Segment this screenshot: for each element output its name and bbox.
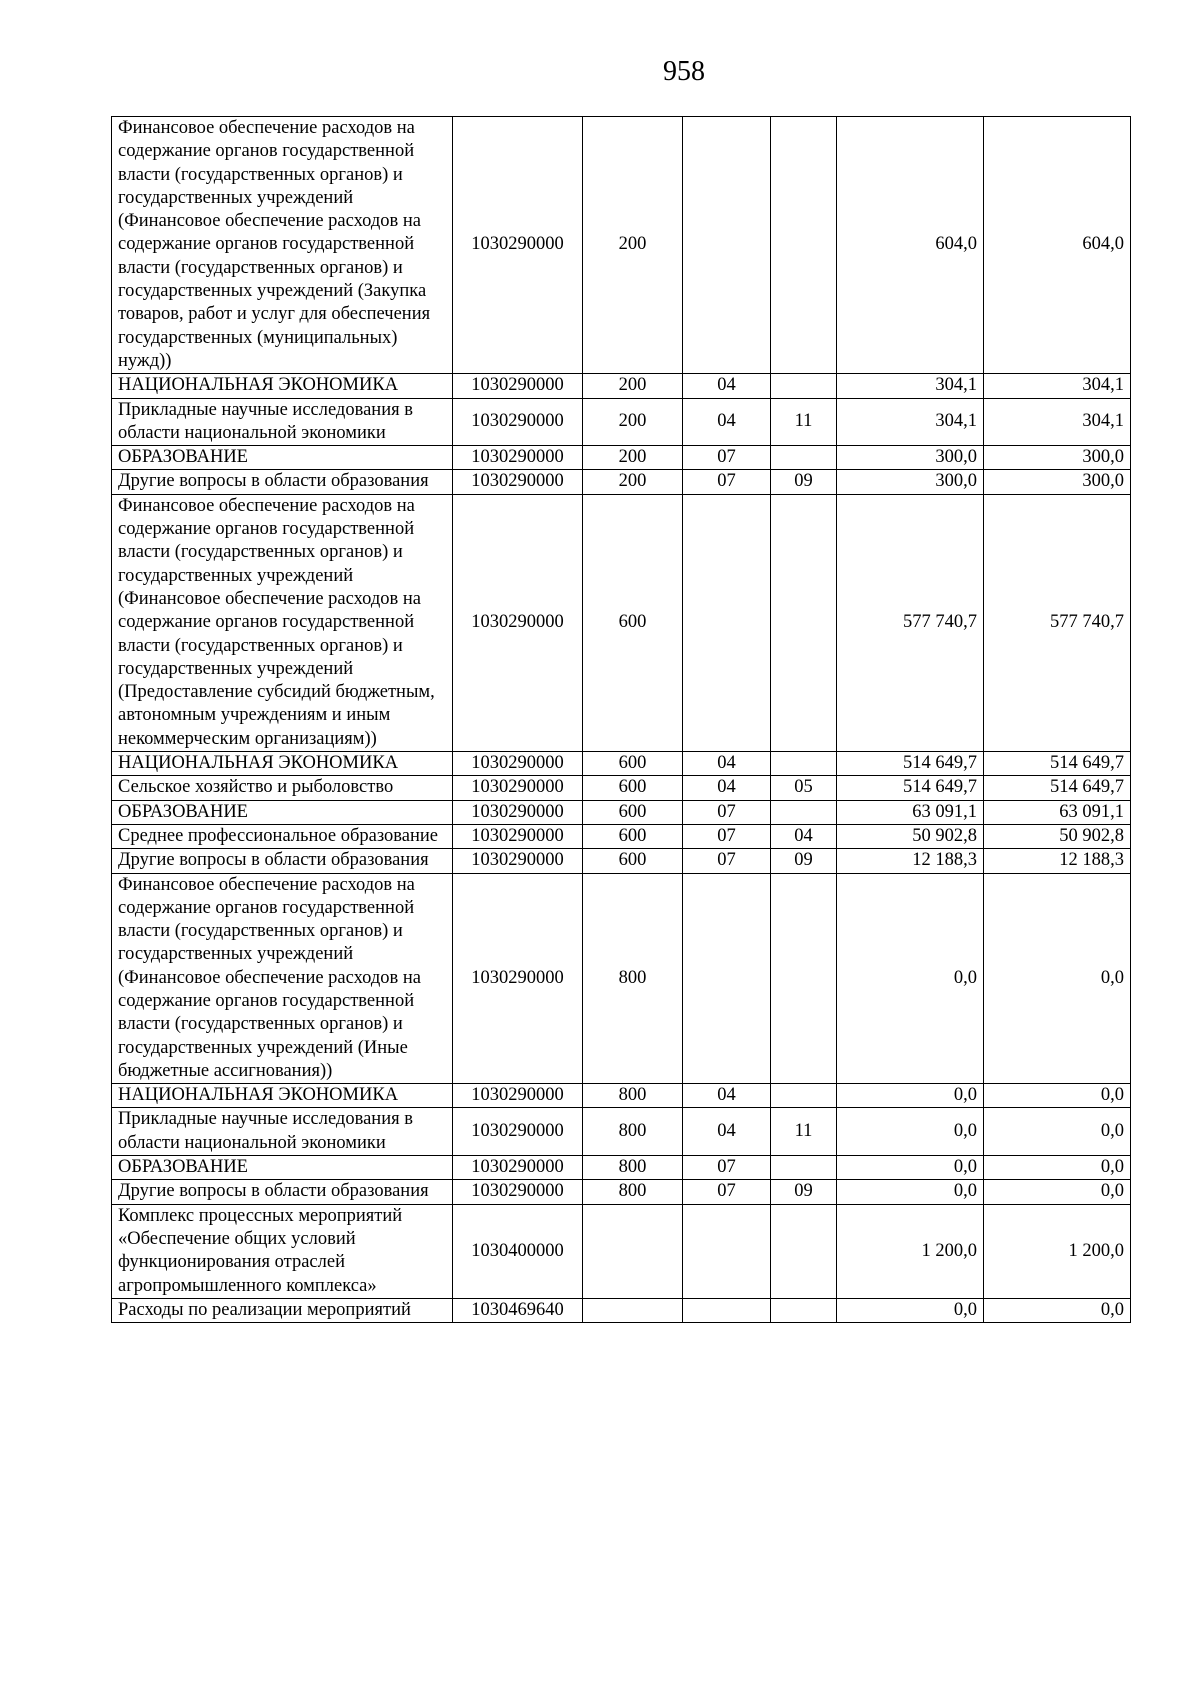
table-row	[112, 873, 1131, 1084]
section-code-cell: 07	[683, 849, 771, 873]
target-article-cell: 1030290000	[453, 398, 583, 446]
amount-year2-cell: 0,0	[984, 1108, 1131, 1156]
name-cell: Финансовое обеспечение расходов на содержание органов государственной власти (государственных органов) и государственных учреждений (Финансовое обеспечение расходов на содержание органов государственной власти (государственных органов) и государственных учреждений (Предоставление субсидий бюджетным, автономным учреждениям и иным некоммерческим организациям))	[112, 494, 453, 751]
amount-year2-cell: 12 188,3	[984, 849, 1131, 873]
section-code-cell	[683, 873, 771, 1084]
page-number: 958	[663, 56, 705, 87]
table-row	[112, 1108, 1131, 1156]
amount-year1-cell: 300,0	[837, 470, 984, 494]
section-code-cell: 07	[683, 446, 771, 470]
target-article-cell: 1030290000	[453, 374, 583, 398]
section-code-cell: 07	[683, 1180, 771, 1204]
table-row	[112, 1180, 1131, 1204]
table-row	[112, 1156, 1131, 1180]
amount-year1-cell: 0,0	[837, 1108, 984, 1156]
subsection-code-cell	[771, 117, 837, 374]
target-article-cell: 1030290000	[453, 117, 583, 374]
name-cell: Прикладные научные исследования в области национальной экономики	[112, 398, 453, 446]
subsection-code-cell: 09	[771, 1180, 837, 1204]
table-row	[112, 849, 1131, 873]
table-row	[112, 800, 1131, 824]
target-article-cell: 1030290000	[453, 873, 583, 1084]
target-article-cell: 1030290000	[453, 446, 583, 470]
amount-year1-cell: 1 200,0	[837, 1204, 984, 1298]
name-cell: НАЦИОНАЛЬНАЯ ЭКОНОМИКА	[112, 1084, 453, 1108]
subsection-code-cell	[771, 873, 837, 1084]
section-code-cell: 04	[683, 398, 771, 446]
name-cell: Расходы по реализации мероприятий	[112, 1298, 453, 1322]
target-article-cell: 1030290000	[453, 752, 583, 776]
section-code-cell: 04	[683, 1084, 771, 1108]
table-row	[112, 398, 1131, 446]
subsection-code-cell	[771, 374, 837, 398]
target-article-cell: 1030290000	[453, 1108, 583, 1156]
table-row	[112, 1084, 1131, 1108]
expense-type-cell	[583, 1204, 683, 1298]
amount-year1-cell: 0,0	[837, 1298, 984, 1322]
amount-year1-cell: 12 188,3	[837, 849, 984, 873]
amount-year1-cell: 514 649,7	[837, 776, 984, 800]
name-cell: Комплекс процессных мероприятий «Обеспечение общих условий функционирования отраслей агропромышленного комплекса»	[112, 1204, 453, 1298]
target-article-cell: 1030290000	[453, 849, 583, 873]
amount-year2-cell: 300,0	[984, 470, 1131, 494]
name-cell: НАЦИОНАЛЬНАЯ ЭКОНОМИКА	[112, 374, 453, 398]
table-row	[112, 752, 1131, 776]
amount-year1-cell: 514 649,7	[837, 752, 984, 776]
target-article-cell: 1030290000	[453, 1084, 583, 1108]
expense-type-cell: 800	[583, 1180, 683, 1204]
section-code-cell	[683, 494, 771, 751]
subsection-code-cell: 09	[771, 849, 837, 873]
amount-year2-cell: 304,1	[984, 398, 1131, 446]
section-code-cell	[683, 1204, 771, 1298]
budget-table-body	[112, 117, 1131, 1323]
name-cell: Финансовое обеспечение расходов на содержание органов государственной власти (государственных органов) и государственных учреждений (Финансовое обеспечение расходов на содержание органов государственной власти (государственных органов) и государственных учреждений (Иные бюджетные ассигнования))	[112, 873, 453, 1084]
subsection-code-cell	[771, 1084, 837, 1108]
table-row	[112, 494, 1131, 751]
target-article-cell: 1030290000	[453, 494, 583, 751]
amount-year2-cell: 0,0	[984, 1156, 1131, 1180]
name-cell: Другие вопросы в области образования	[112, 849, 453, 873]
subsection-code-cell: 05	[771, 776, 837, 800]
target-article-cell: 1030469640	[453, 1298, 583, 1322]
subsection-code-cell	[771, 1298, 837, 1322]
table-row	[112, 446, 1131, 470]
name-cell: ОБРАЗОВАНИЕ	[112, 446, 453, 470]
name-cell: ОБРАЗОВАНИЕ	[112, 800, 453, 824]
amount-year1-cell: 0,0	[837, 1180, 984, 1204]
table-row	[112, 1204, 1131, 1298]
amount-year2-cell: 514 649,7	[984, 752, 1131, 776]
amount-year2-cell: 63 091,1	[984, 800, 1131, 824]
amount-year2-cell: 0,0	[984, 873, 1131, 1084]
target-article-cell: 1030290000	[453, 776, 583, 800]
subsection-code-cell	[771, 752, 837, 776]
expense-type-cell: 600	[583, 776, 683, 800]
section-code-cell: 07	[683, 824, 771, 848]
expense-type-cell: 200	[583, 374, 683, 398]
section-code-cell: 04	[683, 374, 771, 398]
target-article-cell: 1030290000	[453, 470, 583, 494]
subsection-code-cell: 11	[771, 398, 837, 446]
section-code-cell: 04	[683, 1108, 771, 1156]
expense-type-cell: 800	[583, 1108, 683, 1156]
expense-type-cell: 600	[583, 752, 683, 776]
subsection-code-cell	[771, 1156, 837, 1180]
expense-type-cell: 200	[583, 398, 683, 446]
amount-year2-cell: 0,0	[984, 1298, 1131, 1322]
expense-type-cell: 200	[583, 470, 683, 494]
expense-type-cell: 800	[583, 873, 683, 1084]
name-cell: ОБРАЗОВАНИЕ	[112, 1156, 453, 1180]
section-code-cell: 04	[683, 776, 771, 800]
target-article-cell: 1030400000	[453, 1204, 583, 1298]
name-cell: Другие вопросы в области образования	[112, 470, 453, 494]
expense-type-cell: 800	[583, 1156, 683, 1180]
amount-year2-cell: 0,0	[984, 1180, 1131, 1204]
table-row	[112, 776, 1131, 800]
expense-type-cell: 600	[583, 494, 683, 751]
subsection-code-cell	[771, 446, 837, 470]
subsection-code-cell: 09	[771, 470, 837, 494]
expense-type-cell: 600	[583, 824, 683, 848]
subsection-code-cell	[771, 800, 837, 824]
table-row	[112, 1298, 1131, 1322]
name-cell: Среднее профессиональное образование	[112, 824, 453, 848]
amount-year1-cell: 0,0	[837, 1156, 984, 1180]
section-code-cell	[683, 1298, 771, 1322]
table-row	[112, 470, 1131, 494]
section-code-cell: 04	[683, 752, 771, 776]
table-row	[112, 117, 1131, 374]
amount-year2-cell: 304,1	[984, 374, 1131, 398]
target-article-cell: 1030290000	[453, 1156, 583, 1180]
table-row	[112, 824, 1131, 848]
amount-year2-cell: 514 649,7	[984, 776, 1131, 800]
amount-year1-cell: 50 902,8	[837, 824, 984, 848]
amount-year1-cell: 300,0	[837, 446, 984, 470]
amount-year1-cell: 577 740,7	[837, 494, 984, 751]
target-article-cell: 1030290000	[453, 800, 583, 824]
name-cell: Сельское хозяйство и рыболовство	[112, 776, 453, 800]
amount-year2-cell: 577 740,7	[984, 494, 1131, 751]
expense-type-cell: 600	[583, 800, 683, 824]
name-cell: Финансовое обеспечение расходов на содержание органов государственной власти (государственных органов) и государственных учреждений (Финансовое обеспечение расходов на содержание органов государственной власти (государственных органов) и государственных учреждений (Закупка товаров, работ и услуг для обеспечения государственных (муниципальных) нужд))	[112, 117, 453, 374]
section-code-cell: 07	[683, 470, 771, 494]
amount-year1-cell: 604,0	[837, 117, 984, 374]
expense-type-cell: 200	[583, 446, 683, 470]
amount-year1-cell: 0,0	[837, 1084, 984, 1108]
target-article-cell: 1030290000	[453, 1180, 583, 1204]
amount-year2-cell: 300,0	[984, 446, 1131, 470]
subsection-code-cell	[771, 1204, 837, 1298]
expense-type-cell	[583, 1298, 683, 1322]
expense-type-cell: 200	[583, 117, 683, 374]
target-article-cell: 1030290000	[453, 824, 583, 848]
amount-year1-cell: 304,1	[837, 398, 984, 446]
amount-year2-cell: 1 200,0	[984, 1204, 1131, 1298]
amount-year1-cell: 0,0	[837, 873, 984, 1084]
section-code-cell: 07	[683, 800, 771, 824]
section-code-cell: 07	[683, 1156, 771, 1180]
name-cell: Другие вопросы в области образования	[112, 1180, 453, 1204]
amount-year1-cell: 63 091,1	[837, 800, 984, 824]
table-row	[112, 374, 1131, 398]
budget-table	[111, 116, 1131, 1323]
amount-year2-cell: 0,0	[984, 1084, 1131, 1108]
subsection-code-cell: 04	[771, 824, 837, 848]
section-code-cell	[683, 117, 771, 374]
amount-year2-cell: 604,0	[984, 117, 1131, 374]
expense-type-cell: 800	[583, 1084, 683, 1108]
subsection-code-cell	[771, 494, 837, 751]
expense-type-cell: 600	[583, 849, 683, 873]
name-cell: НАЦИОНАЛЬНАЯ ЭКОНОМИКА	[112, 752, 453, 776]
subsection-code-cell: 11	[771, 1108, 837, 1156]
amount-year2-cell: 50 902,8	[984, 824, 1131, 848]
amount-year1-cell: 304,1	[837, 374, 984, 398]
name-cell: Прикладные научные исследования в области национальной экономики	[112, 1108, 453, 1156]
